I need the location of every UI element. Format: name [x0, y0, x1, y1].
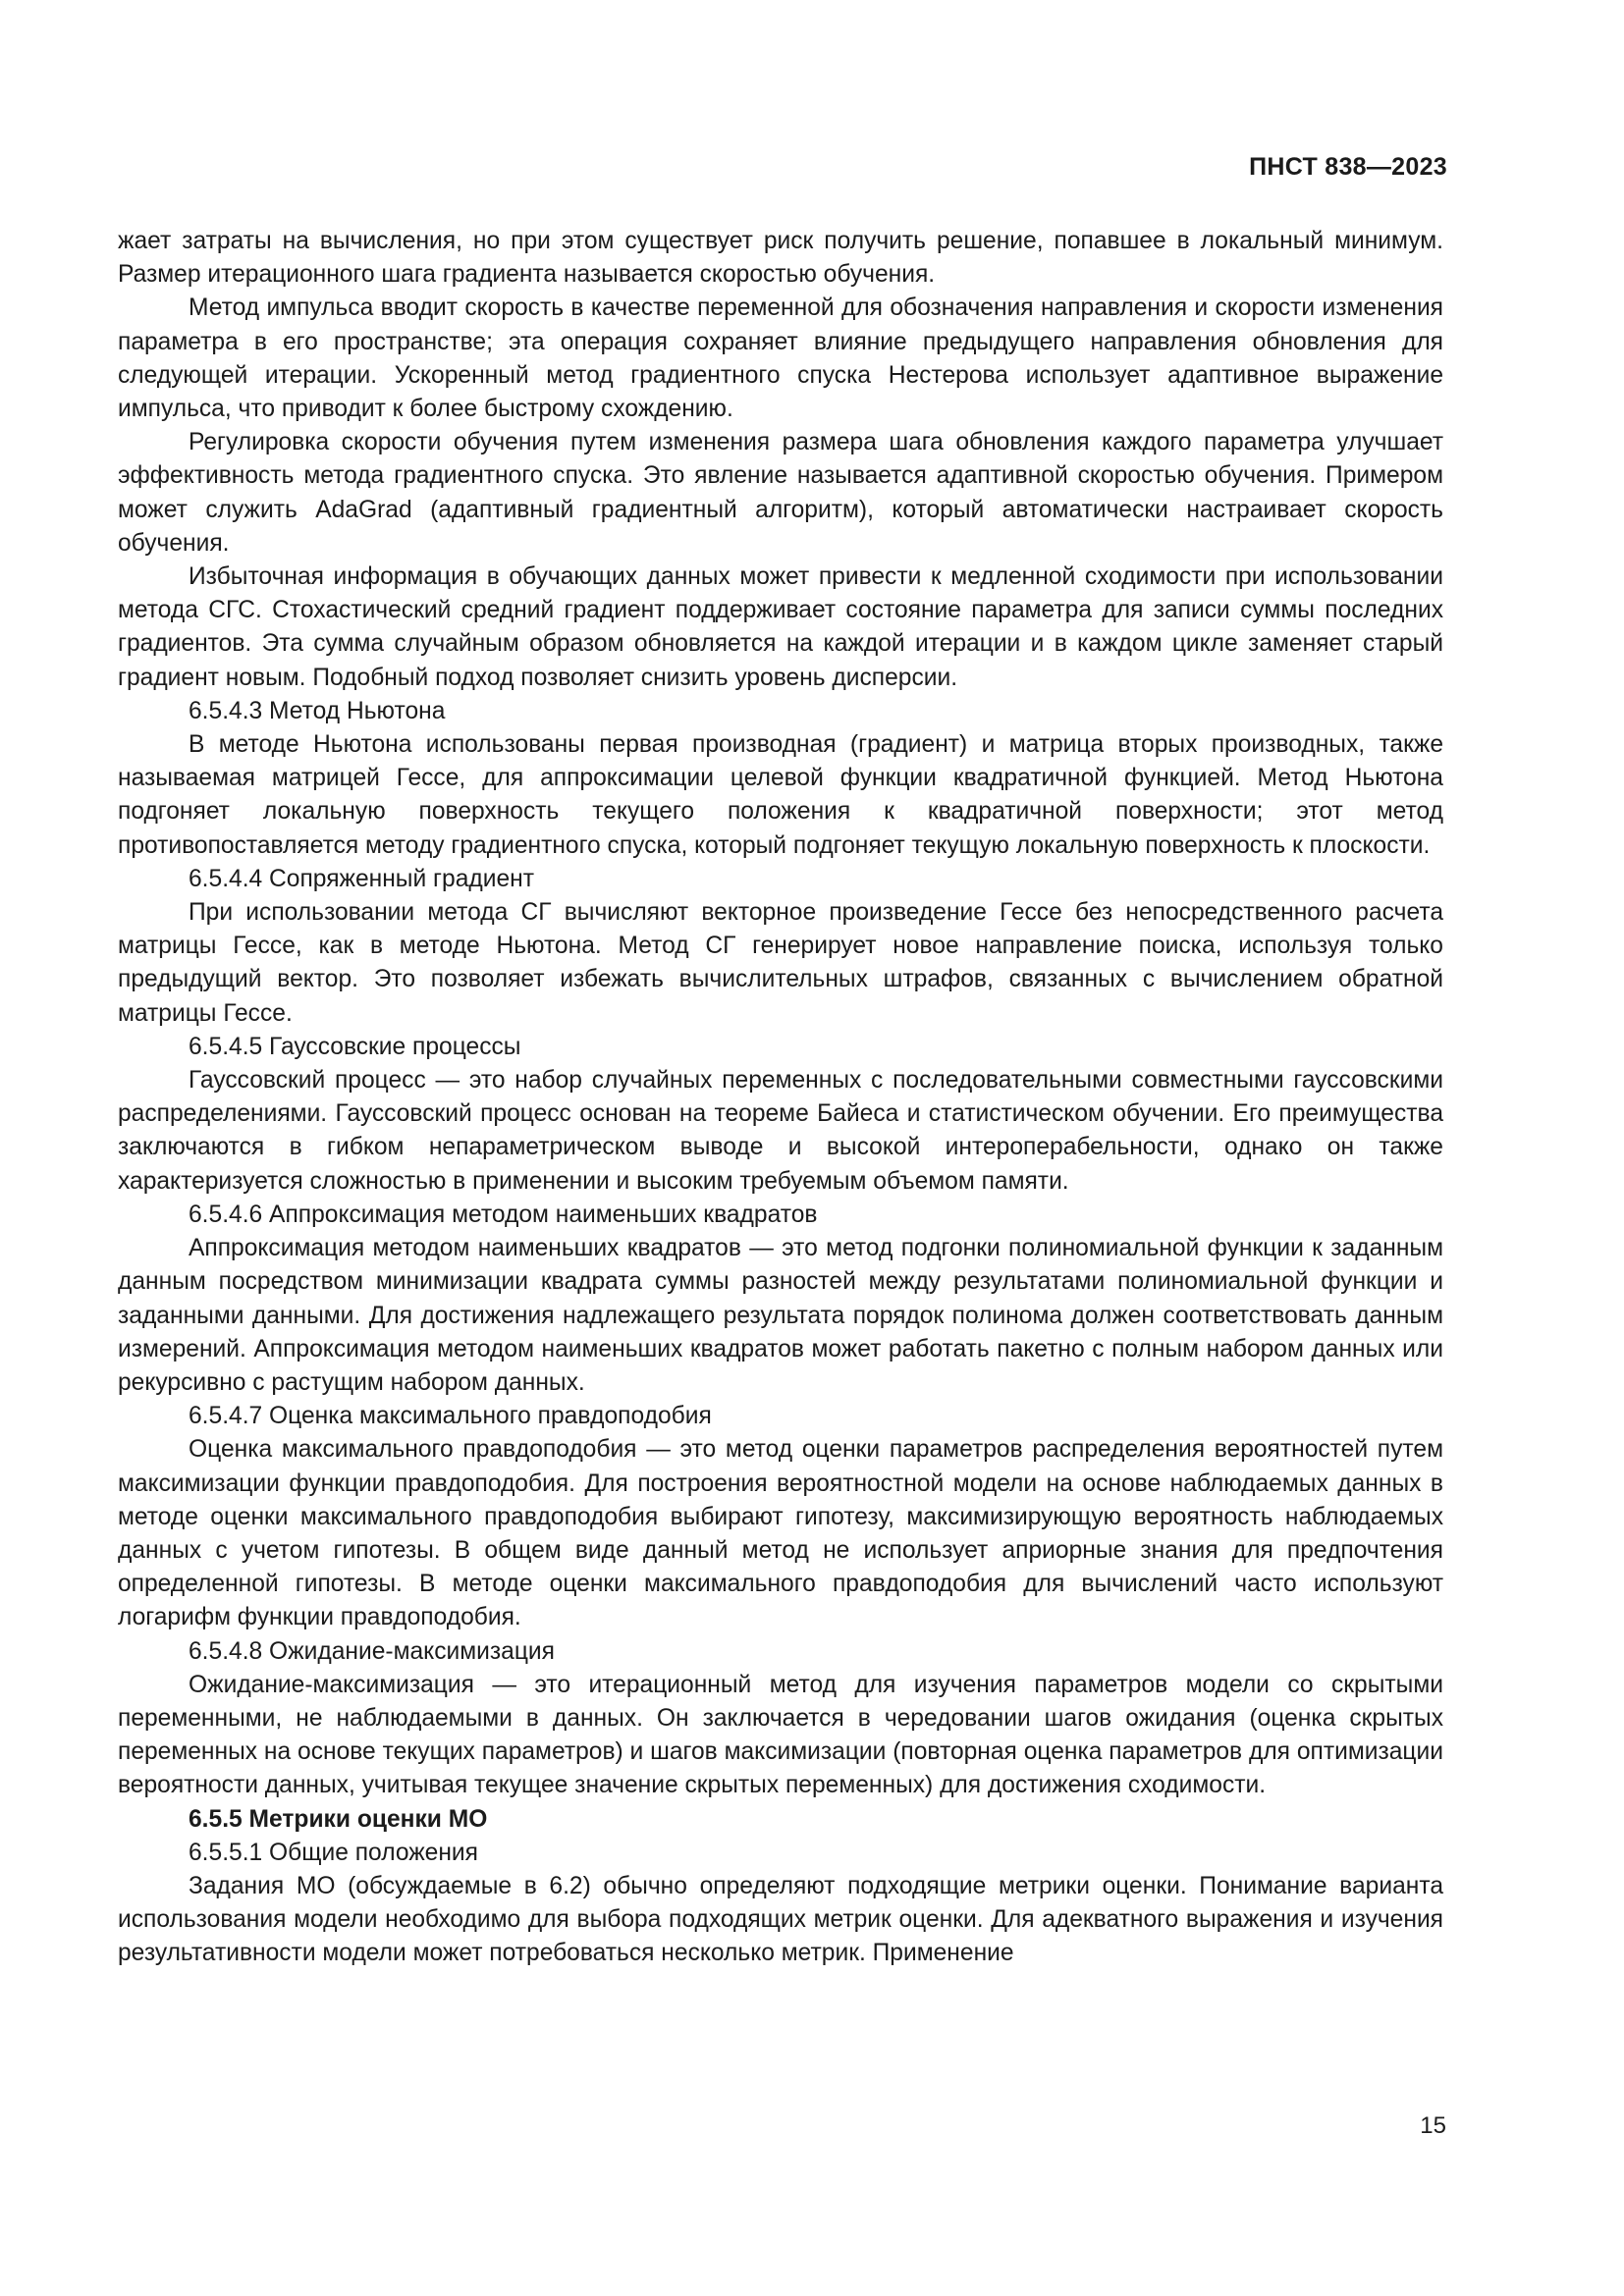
section-heading-general-provisions: 6.5.5.1 Общие положения [189, 1839, 478, 1866]
paragraph-continuation: жает затраты на вычисления, но при этом существует риск получить решение, попавшее в локальный минимум. Размер итерационного шага градиента называется скоростью обучения. [118, 228, 1443, 289]
section-heading-least-squares: 6.5.4.6 Аппроксимация методом наименьших квадратов [189, 1201, 818, 1228]
section-heading-newton-method: 6.5.4.3 Метод Ньютона [189, 697, 446, 724]
paragraph-newton-method: В методе Ньютона использованы первая производная (градиент) и матрица вторых производных, также называемая матрицей Гессе, для аппроксимации целевой функции квадратичной функцией. Метод Ньютона подгоняет локальную поверхность текущего положения к квадратичной поверхности; этот метод противопоставляется методу градиентного спуска, который подгоняет текущую локальную поверхность к плоскости. [118, 731, 1443, 859]
section-heading-conjugate-gradient: 6.5.4.4 Сопряженный градиент [189, 865, 534, 892]
paragraph-least-squares: Аппроксимация методом наименьших квадратов — это метод подгонки полиномиальной функции к заданным данным посредством минимизации квадрата суммы разностей между результатами полиномиальной функции и заданными данными. Для достижения надлежащего результата порядок полинома должен соответствовать данным измерений. Аппроксимация методом наименьших квадратов может работать пакетно с полным набором данных или рекурсивно с растущим набором данных. [118, 1235, 1443, 1396]
paragraph-momentum-method: Метод импульса вводит скорость в качестве переменной для обозначения направления и скорости изменения параметра в его пространстве; эта операция сохраняет влияние предыдущего направления обновления для следующей итерации. Ускоренный метод градиентного спуска Нестерова использует адаптивное выражение импульса, что приводит к более быстрому схождению. [118, 294, 1443, 423]
paragraph-expectation-maximization: Ожидание-максимизация — это итерационный метод для изучения параметров модели со скрытыми переменными, не наблюдаемыми в данных. Он заключается в чередовании шагов ожидания (оценка скрытых переменных на основе текущих параметров) и шагов максимизации (повторная оценка параметров для оптимизации вероятности данных, учитывая текущее значение скрытых переменных) для достижения сходимости. [118, 1671, 1443, 1799]
paragraph-general-provisions: Задания МО (обсуждаемые в 6.2) обычно определяют подходящие метрики оценки. Понимание варианта использования модели необходимо для выбора подходящих метрик оценки. Для адекватного выражения и изучения результативности модели может потребоваться несколько метрик. Применение [118, 1872, 1443, 1967]
paragraph-gaussian-processes: Гауссовский процесс — это набор случайных переменных с последовательными совместными гауссовскими распределениями. Гауссовский процесс основан на теореме Байеса и статистическом обучении. Его преимущества заключаются в гибком непараметрическом выводе и высокой интероперабельности, однако он также характеризуется сложностью в применении и высоким требуемым объемом памяти. [118, 1067, 1443, 1195]
paragraph-maximum-likelihood: Оценка максимального правдоподобия — это метод оценки параметров распределения вероятностей путем максимизации функции правдоподобия. Для построения вероятностной модели на основе наблюдаемых данных в методе оценки максимального правдоподобия выбирают гипотезу, максимизирующую вероятность наблюдаемых данных с учетом гипотезы. В общем виде данный метод не использует априорные знания для предпочтения определенной гипотезы. В методе оценки максимального правдоподобия для вычислений часто используют логарифм функции правдоподобия. [118, 1436, 1443, 1631]
section-heading-ml-evaluation-metrics: 6.5.5 Метрики оценки МО [189, 1805, 488, 1833]
section-heading-expectation-maximization: 6.5.4.8 Ожидание-максимизация [189, 1637, 555, 1665]
paragraph-conjugate-gradient: При использовании метода СГ вычисляют векторное произведение Гессе без непосредственного расчета матрицы Гессе, как в методе Ньютона. Метод СГ генерирует новое направление поиска, используя только предыдущий вектор. Это позволяет избежать вычислительных штрафов, связанных с вычислением обратной матрицы Гессе. [118, 899, 1443, 1027]
document-code-header: ПНСТ 838—2023 [1249, 153, 1447, 181]
page-number: 15 [1420, 2112, 1446, 2139]
section-heading-maximum-likelihood: 6.5.4.7 Оценка максимального правдоподобия [189, 1403, 712, 1430]
paragraph-adaptive-learning-rate: Регулировка скорости обучения путем изменения размера шага обновления каждого параметра улучшает эффективность метода градиентного спуска. Это явление называется адаптивной скоростью обучения. Примером может служить AdaGrad (адаптивный градиентный алгоритм), который автоматически настраивает скорость обучения. [118, 429, 1443, 557]
paragraph-stochastic-average-gradient: Избыточная информация в обучающих данных может привести к медленной сходимости при использовании метода СГС. Стохастический средний градиент поддерживает состояние параметра для записи суммы последних градиентов. Эта сумма случайным образом обновляется на каждой итерации и в каждом цикле заменяет старый градиент новым. Подобный подход позволяет снизить уровень дисперсии. [118, 563, 1443, 691]
section-heading-gaussian-processes: 6.5.4.5 Гауссовские процессы [189, 1033, 521, 1060]
document-body [118, 225, 1443, 1971]
